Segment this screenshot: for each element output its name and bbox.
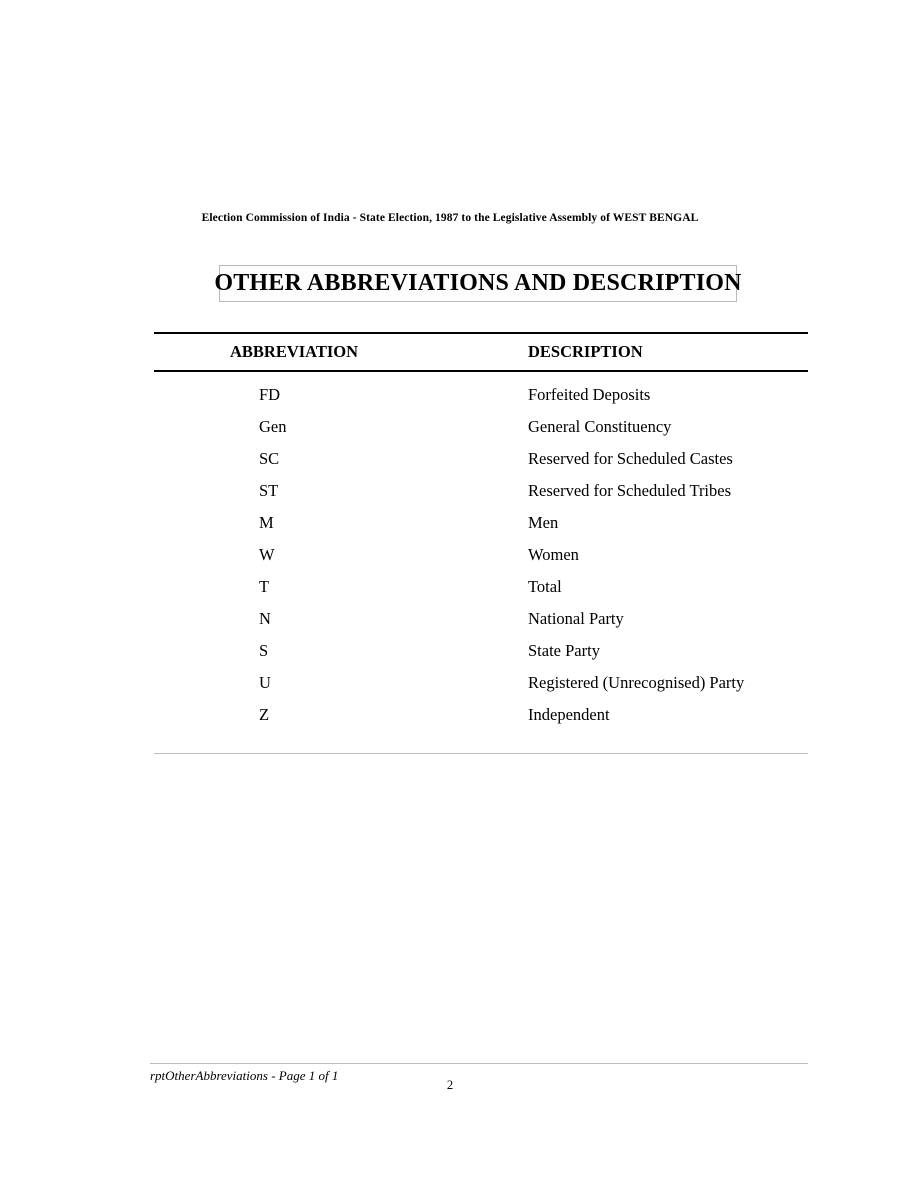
abbreviations-table (154, 332, 808, 754)
table-row (154, 475, 808, 507)
footer-page-number: 2 (446, 1078, 454, 1092)
cell-abbreviation: W (259, 544, 275, 564)
cell-abbreviation: FD (259, 384, 281, 404)
table-bottom-rule (154, 753, 808, 754)
cell-description: Total (528, 576, 562, 596)
column-header-abbreviation-cell (154, 342, 528, 362)
table-row (154, 699, 808, 731)
cell-description: Independent (528, 704, 610, 724)
cell-abbreviation: U (259, 672, 271, 692)
cell-abbreviation: Gen (259, 416, 287, 436)
footer-report-label: rptOtherAbbreviations - Page 1 of 1 (150, 1068, 339, 1083)
cell-description: Registered (Unrecognised) Party (528, 672, 745, 692)
table-header-row (154, 334, 808, 370)
page-title: OTHER ABBREVIATIONS AND DESCRIPTION (214, 270, 742, 296)
footer-rule (150, 1063, 808, 1064)
table-row (154, 571, 808, 603)
cell-abbreviation: Z (259, 704, 270, 724)
table-row (154, 539, 808, 571)
report-header: Election Commission of India - State Election, 1987 to the Legislative Assembly of WEST BENGAL (201, 212, 699, 224)
document-title-box (214, 265, 742, 302)
cell-abbreviation: ST (259, 480, 279, 500)
table-row (154, 635, 808, 667)
table-row (154, 507, 808, 539)
cell-abbreviation: M (259, 512, 274, 532)
cell-description: State Party (528, 640, 600, 660)
cell-abbreviation: N (259, 608, 271, 628)
cell-description: Reserved for Scheduled Castes (528, 448, 733, 468)
cell-abbreviation: SC (259, 448, 280, 468)
table-row (154, 411, 808, 443)
column-header-description: DESCRIPTION (528, 342, 643, 361)
table-row (154, 603, 808, 635)
column-header-description-cell (528, 342, 808, 362)
cell-description: Reserved for Scheduled Tribes (528, 480, 732, 500)
column-header-abbreviation: ABBREVIATION (230, 342, 359, 361)
table-row (154, 667, 808, 699)
table-row (154, 443, 808, 475)
cell-description: Men (528, 512, 559, 532)
cell-abbreviation: S (259, 640, 269, 660)
cell-description: Forfeited Deposits (528, 384, 651, 404)
cell-description: National Party (528, 608, 624, 628)
table-body (154, 372, 808, 753)
cell-description: General Constituency (528, 416, 672, 436)
cell-description: Women (528, 544, 579, 564)
cell-abbreviation: T (259, 576, 270, 596)
table-row (154, 379, 808, 411)
